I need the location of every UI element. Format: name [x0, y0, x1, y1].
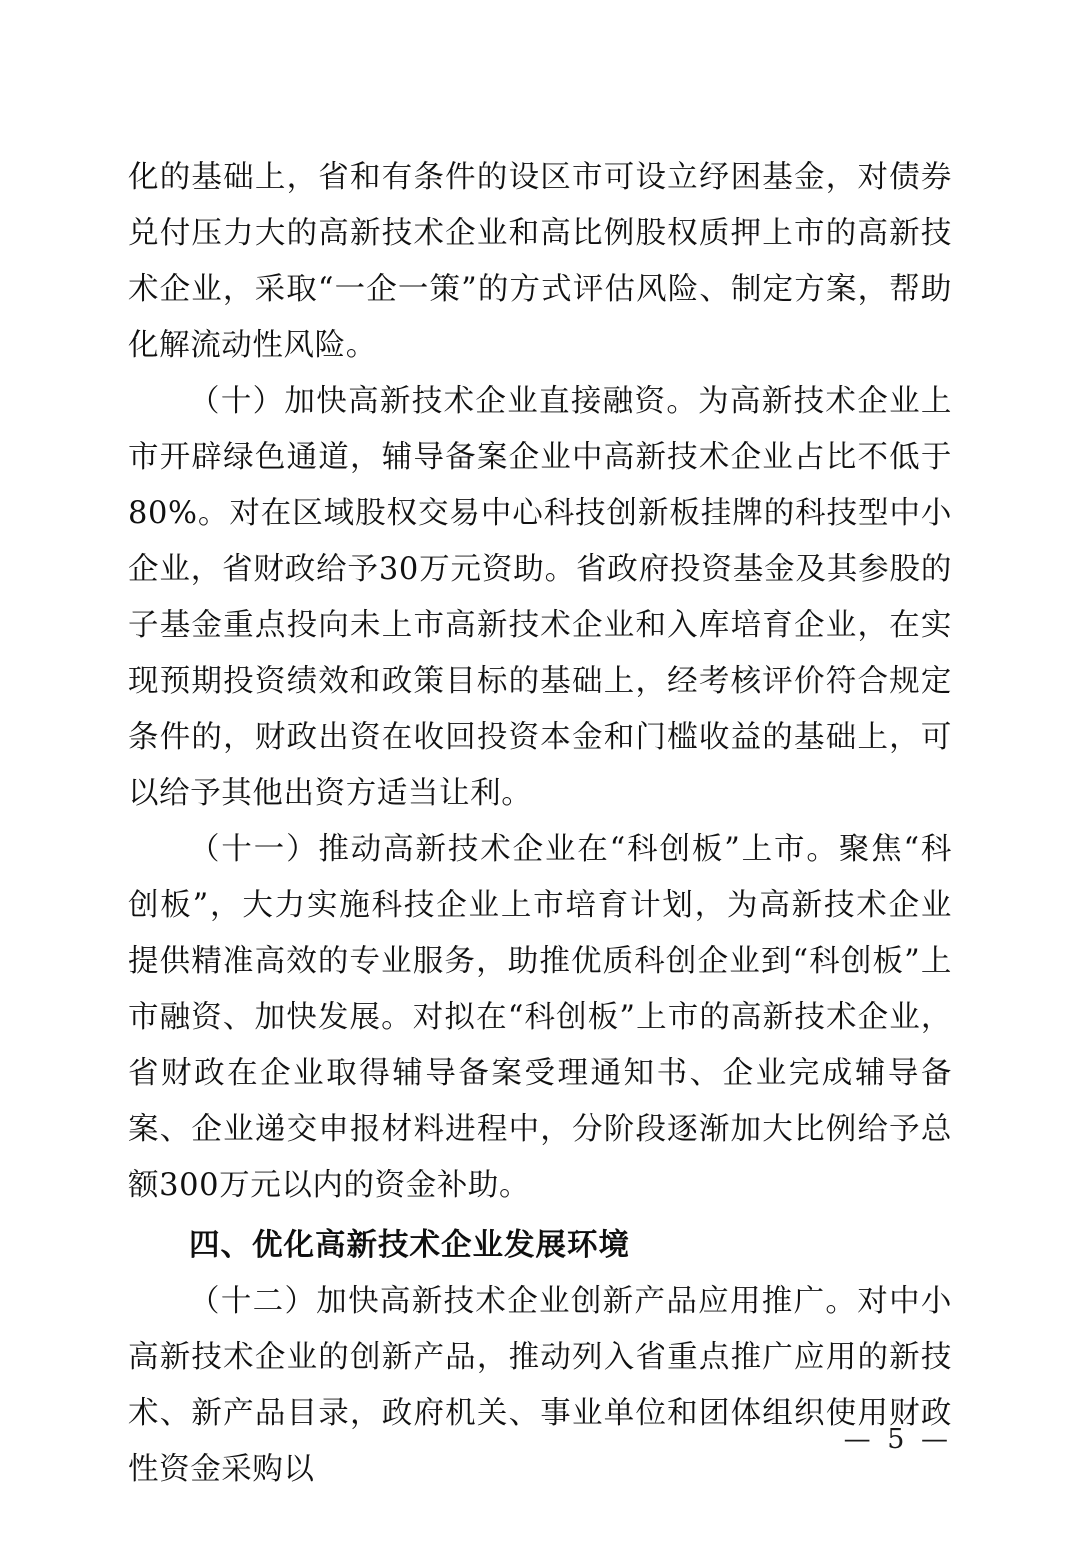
section-heading-four: 四、优化高新技术企业发展环境 [189, 1228, 630, 1263]
document-body [128, 150, 952, 1498]
paragraph-item-ten: （十）加快高新技术企业直接融资。为高新技术企业上市开辟绿色通道，辅导备案企业中高新技术企业占比不低于80%。对在区域股权交易中心科技创新板挂牌的科技型中小企业，省财政给予30万元资助。省政府投资基金及其参股的子基金重点投向未上市高新技术企业和入库培育企业，在实现预期投资绩效和政策目标的基础上，经考核评价符合规定条件的，财政出资在收回投资本金和门槛收益的基础上，可以给予其他出资方适当让利。 [128, 384, 952, 811]
page-number: — 5 — [843, 1424, 952, 1455]
paragraph-item-eleven: （十一）推动高新技术企业在“科创板”上市。聚焦“科创板”，大力实施科技企业上市培育计划，为高新技术企业提供精准高效的专业服务，助推优质科创企业到“科创板”上市融资、加快发展。对拟在“科创板”上市的高新技术企业，省财政在企业取得辅导备案受理通知书、企业完成辅导备案、企业递交申报材料进程中，分阶段逐渐加大比例给予总额300万元以内的资金补助。 [128, 832, 952, 1203]
paragraph-continued: 化的基础上，省和有条件的设区市可设立纾困基金，对债券兑付压力大的高新技术企业和高比例股权质押上市的高新技术企业，采取“一企一策”的方式评估风险、制定方案，帮助化解流动性风险。 [128, 160, 952, 363]
paragraph-item-twelve: （十二）加快高新技术企业创新产品应用推广。对中小高新技术企业的创新产品，推动列入省重点推广应用的新技术、新产品目录，政府机关、事业单位和团体组织使用财政性资金采购以 [128, 1284, 952, 1487]
